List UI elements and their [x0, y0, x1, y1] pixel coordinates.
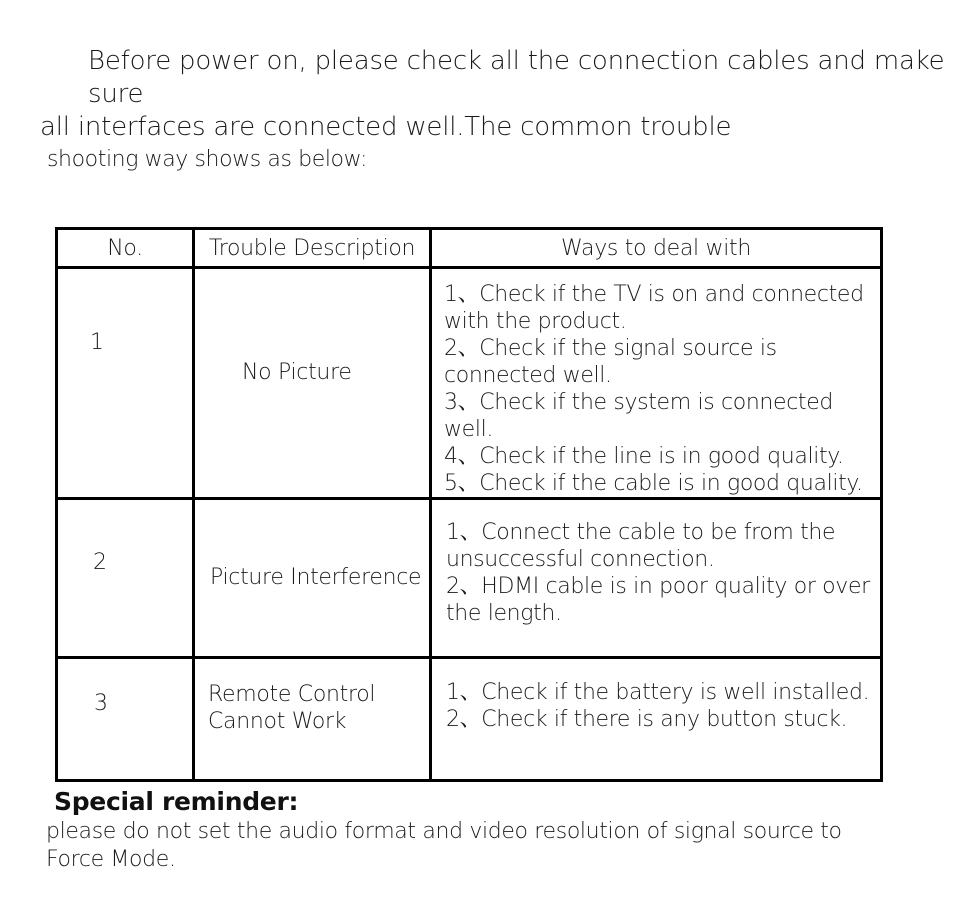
- trouble-description: No Picture: [242, 360, 352, 385]
- way-line: 1、Check if the TV is on and connected: [444, 282, 864, 307]
- intro-paragraph: [40, 45, 955, 144]
- way-line: 5、Check if the cable is in good quality.: [444, 471, 863, 496]
- way-line: 3、Check if the system is connected well.: [444, 390, 834, 442]
- table-header-row: [57, 229, 882, 268]
- row-number-cell: [57, 658, 194, 781]
- way-line: 1、Check if the battery is well installed.: [446, 680, 870, 705]
- ways-cell: [431, 658, 882, 781]
- table-row: [57, 658, 882, 781]
- row-number: 2: [93, 550, 107, 575]
- row-number-cell: [57, 499, 194, 658]
- intro-line-3: shooting way shows as below:: [47, 147, 368, 172]
- way-line: 2、HDMI cable is in poor quality or over: [446, 574, 870, 599]
- header-trouble-description: Trouble Description: [194, 229, 431, 268]
- trouble-description: Remote Control Cannot Work: [208, 682, 376, 734]
- trouble-description-cell: [194, 499, 431, 658]
- row-number: 1: [90, 330, 104, 355]
- header-ways-to-deal-with: Ways to deal with: [431, 229, 882, 268]
- troubleshooting-table: [55, 227, 883, 782]
- table-row: [57, 499, 882, 658]
- ways-cell: [431, 499, 882, 658]
- special-reminder-text: please do not set the audio format and video resolution of signal source to Force Mode.: [46, 819, 842, 872]
- way-line: connected well.: [444, 363, 612, 388]
- ways-cell: [431, 268, 882, 499]
- way-line: unsuccessful connection.: [446, 547, 715, 572]
- table-row: [57, 268, 882, 499]
- header-no: No.: [57, 229, 194, 268]
- trouble-description-cell: [194, 658, 431, 781]
- special-reminder-title: Special reminder:: [54, 787, 299, 816]
- way-line: the length.: [446, 601, 562, 626]
- way-line: with the product.: [444, 309, 627, 334]
- way-line: 2、Check if there is any button stuck.: [446, 707, 848, 732]
- intro-line-2: all interfaces are connected well.The common trouble: [40, 112, 732, 142]
- intro-line-1: Before power on, please check all the connection cables and make sure: [88, 46, 945, 109]
- trouble-description: Picture Interference: [210, 565, 422, 590]
- way-line: 1、Connect the cable to be from the: [446, 520, 836, 545]
- row-number-cell: [57, 268, 194, 499]
- way-line: 4、Check if the line is in good quality.: [444, 444, 844, 469]
- trouble-description-cell: [194, 268, 431, 499]
- way-line: 2、Check if the signal source is: [444, 336, 777, 361]
- row-number: 3: [94, 691, 108, 716]
